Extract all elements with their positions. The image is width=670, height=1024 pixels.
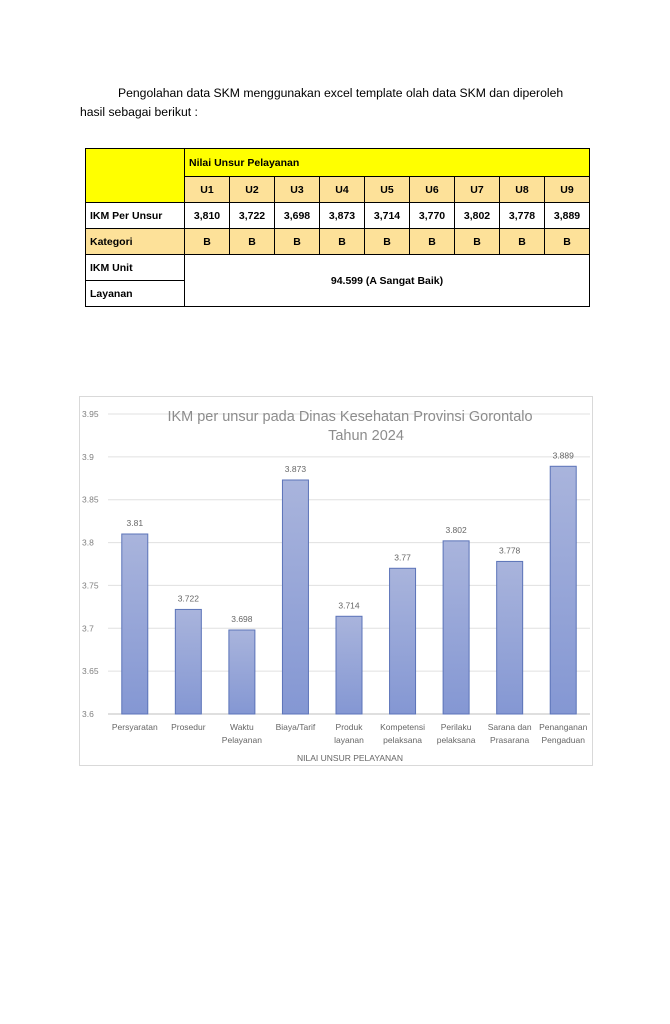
- bar: [390, 568, 416, 714]
- table-header-row: [86, 149, 590, 177]
- ikm-value-cell: 3,873: [320, 203, 365, 229]
- chart-x-axis-title: NILAI UNSUR PELAYANAN: [297, 753, 403, 763]
- x-category-label: Prosedur: [171, 722, 206, 732]
- bar: [336, 616, 362, 714]
- ikm-row: [86, 203, 590, 229]
- unit-value: 94.599 (A Sangat Baik): [185, 255, 590, 307]
- unit-label-2: Layanan: [86, 281, 185, 307]
- unit-row-1: [86, 255, 590, 281]
- ikm-value-cell: 3,770: [410, 203, 455, 229]
- x-category-label: Waktu: [229, 722, 254, 732]
- x-category-label: pelaksana: [383, 735, 422, 745]
- bar-data-label: 3.778: [499, 545, 521, 556]
- y-tick-label: 3.65: [82, 666, 99, 677]
- bar: [122, 534, 148, 714]
- bar-data-label: 3.81: [126, 518, 144, 528]
- bar: [229, 630, 255, 714]
- ikm-value-cell: 3,698: [275, 203, 320, 229]
- kategori-value-cell: B: [230, 229, 275, 255]
- kategori-value-cell: B: [185, 229, 230, 255]
- ikm-row-label: IKM Per Unsur: [86, 203, 185, 229]
- unit-header-cell: U9: [545, 177, 590, 203]
- unit-header-cell: U8: [500, 177, 545, 203]
- unit-header-cell: U7: [455, 177, 500, 203]
- x-category-label: Biaya/Tarif: [275, 722, 316, 732]
- unit-header-cell: U6: [410, 177, 455, 203]
- ikm-value-cell: 3,810: [185, 203, 230, 229]
- x-category-label: pelaksana: [436, 735, 476, 745]
- bar-data-label: 3.802: [445, 524, 467, 535]
- x-category-label: Sarana dan: [487, 722, 532, 732]
- kategori-row: [86, 229, 590, 255]
- x-category-label: layanan: [334, 735, 364, 745]
- kategori-value-cell: B: [275, 229, 320, 255]
- y-tick-label: 3.75: [82, 580, 99, 591]
- kategori-value-cell: B: [365, 229, 410, 255]
- corner-cell: [86, 149, 185, 203]
- bar: [282, 480, 308, 714]
- bar-data-label: 3.714: [338, 600, 360, 611]
- y-tick-label: 3.6: [82, 709, 94, 719]
- y-tick-label: 3.8: [82, 537, 94, 548]
- ikm-value-cell: 3,802: [455, 203, 500, 229]
- x-category-label: Penanganan: [539, 722, 588, 732]
- y-tick-label: 3.9: [82, 451, 94, 462]
- bar: [443, 541, 469, 714]
- x-category-label: Persyaratan: [111, 722, 158, 732]
- kategori-value-cell: B: [455, 229, 500, 255]
- bar-data-label: 3.698: [231, 614, 253, 624]
- kategori-value-cell: B: [500, 229, 545, 255]
- y-tick-label: 3.95: [82, 409, 99, 419]
- kategori-value-cell: B: [410, 229, 455, 255]
- x-category-label: Prasarana: [490, 735, 530, 745]
- bar-data-label: 3.77: [394, 552, 411, 563]
- y-tick-label: 3.85: [82, 494, 99, 505]
- bar: [175, 609, 201, 714]
- kategori-label: Kategori: [86, 229, 185, 255]
- header-label: Nilai Unsur Pelayanan: [185, 149, 590, 177]
- bar-data-label: 3.873: [284, 464, 307, 474]
- chart-title-line2: Tahun 2024: [328, 428, 404, 444]
- x-category-label: Produk: [335, 722, 363, 732]
- ikm-bar-chart: [79, 396, 593, 766]
- bar-data-label: 3.889: [552, 450, 574, 461]
- unit-header-cell: U4: [320, 177, 365, 203]
- chart-canvas: [80, 397, 592, 765]
- bar: [497, 561, 523, 714]
- x-category-label: Pengaduan: [541, 735, 585, 745]
- intro-text: Pengolahan data SKM menggunakan excel template olah data SKM dan diperoleh hasil sebagai berikut :: [80, 86, 564, 119]
- intro-paragraph: [80, 84, 590, 122]
- kategori-value-cell: B: [320, 229, 365, 255]
- bar: [550, 466, 576, 714]
- x-category-label: Kompetensi: [380, 722, 426, 732]
- x-category-label: Pelayanan: [221, 735, 262, 745]
- x-category-label: Perilaku: [440, 722, 472, 732]
- chart-title-line1: IKM per unsur pada Dinas Kesehatan Provinsi Gorontalo: [167, 409, 533, 425]
- kategori-value-cell: B: [545, 229, 590, 255]
- y-tick-label: 3.7: [82, 623, 94, 634]
- bar-data-label: 3.722: [177, 593, 199, 604]
- ikm-value-cell: 3,778: [500, 203, 545, 229]
- unit-header-cell: U3: [275, 177, 320, 203]
- skm-table: [85, 148, 590, 307]
- ikm-value-cell: 3,722: [230, 203, 275, 229]
- unit-label-1: IKM Unit: [86, 255, 185, 281]
- ikm-value-cell: 3,714: [365, 203, 410, 229]
- unit-header-cell: U2: [230, 177, 275, 203]
- unit-header-cell: U5: [365, 177, 410, 203]
- unit-header-cell: U1: [185, 177, 230, 203]
- ikm-value-cell: 3,889: [545, 203, 590, 229]
